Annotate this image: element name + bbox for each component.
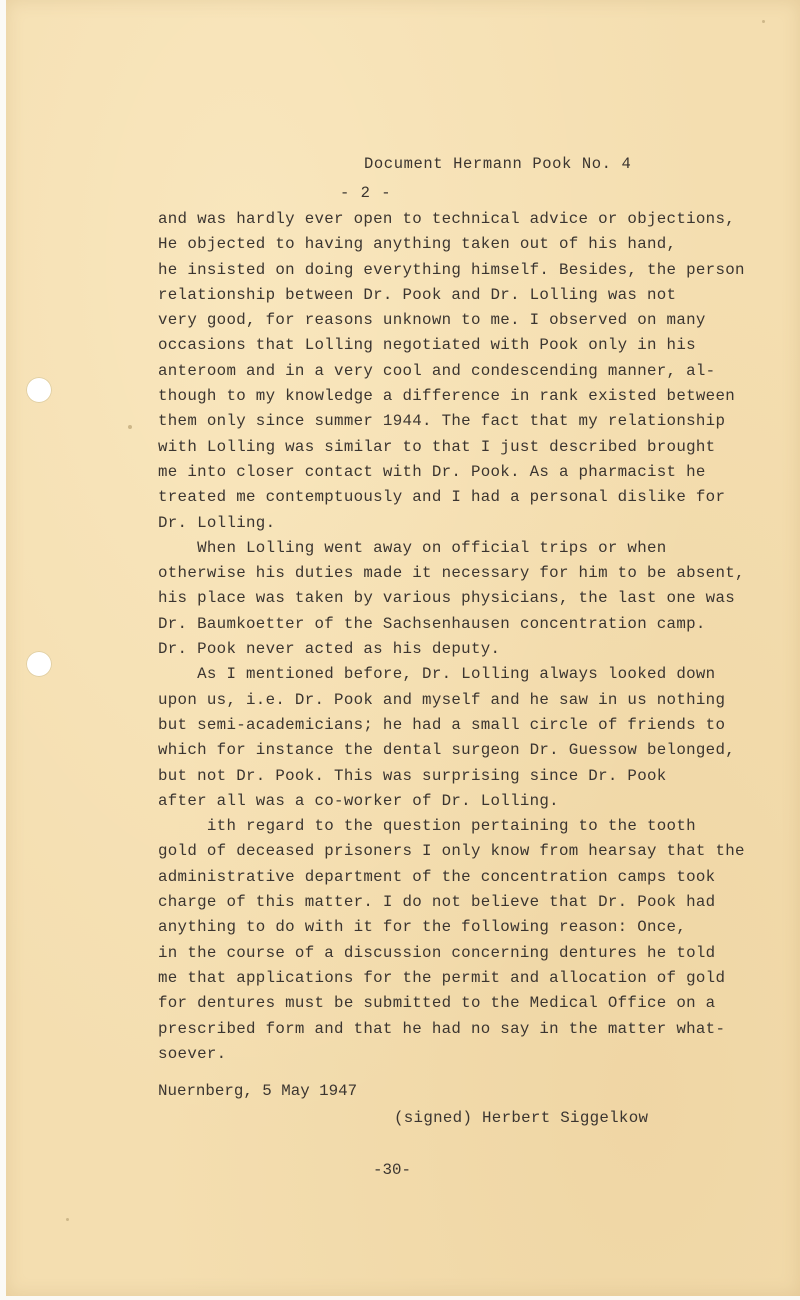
text-line: gold of deceased prisoners I only know from hearsay that the <box>158 842 745 861</box>
text-line: otherwise his duties made it necessary for him to be absent, <box>158 564 745 583</box>
text-line: administrative department of the concentration camps took <box>158 867 716 886</box>
text-line: He objected to having anything taken out of his hand, <box>158 235 677 254</box>
text-line: upon us, i.e. Dr. Pook and myself and he saw in us nothing <box>158 690 726 709</box>
text-line: Dr. Baumkoetter of the Sachsenhausen concentration camp. <box>158 614 706 633</box>
document-header: Document Hermann Pook No. 4 <box>364 155 632 173</box>
text-line: me into closer contact with Dr. Pook. As a pharmacist he <box>158 462 706 481</box>
paragraph <box>158 662 788 814</box>
text-line: but semi-academicians; he had a small circle of friends to <box>158 715 726 734</box>
text-line: in the course of a discussion concerning dentures he told <box>158 943 716 962</box>
text-line: prescribed form and that he had no say in the matter what- <box>158 1019 726 1038</box>
text-line: ith regard to the question pertaining to the tooth <box>158 817 696 836</box>
text-line: after all was a co-worker of Dr. Lolling. <box>158 791 559 810</box>
text-line: though to my knowledge a difference in rank existed between <box>158 387 736 406</box>
text-line: but not Dr. Pook. This was surprising since Dr. Pook <box>158 766 667 785</box>
text-line: relationship between Dr. Pook and Dr. Lolling was not <box>158 285 677 304</box>
text-line: them only since summer 1944. The fact that my relationship <box>158 412 726 431</box>
paper-speck <box>66 1218 69 1221</box>
place-date: Nuernberg, 5 May 1947 <box>158 1082 358 1100</box>
text-line: anything to do with it for the following reason: Once, <box>158 918 687 937</box>
text-line: charge of this matter. I do not believe that Dr. Pook had <box>158 893 716 912</box>
text-line: his place was taken by various physicians, the last one was <box>158 589 736 608</box>
punch-hole-bottom <box>26 651 52 677</box>
text-line: treated me contemptuously and I had a personal dislike for <box>158 488 726 507</box>
text-line: which for instance the dental surgeon Dr. Guessow belonged, <box>158 741 736 760</box>
text-line: he insisted on doing everything himself. Besides, the person <box>158 260 745 279</box>
paragraph <box>158 536 788 662</box>
paper-speck <box>762 20 765 23</box>
text-line: occasions that Lolling negotiated with Pook only in his <box>158 336 696 355</box>
paragraph <box>158 814 788 1067</box>
text-line: As I mentioned before, Dr. Lolling always looked down <box>158 665 716 684</box>
punch-hole-top <box>26 377 52 403</box>
text-line: soever. <box>158 1044 227 1063</box>
text-line: and was hardly ever open to technical advice or objections, <box>158 210 736 228</box>
page-marker: - 2 - <box>340 184 392 202</box>
text-line: with Lolling was similar to that I just described brought <box>158 437 716 456</box>
text-line: anteroom and in a very cool and condescending manner, al- <box>158 361 716 380</box>
text-line: Dr. Pook never acted as his deputy. <box>158 640 501 659</box>
text-line: When Lolling went away on official trips or when <box>158 538 667 557</box>
document-page <box>6 0 800 1296</box>
signature-line: (signed) Herbert Siggelkow <box>394 1109 649 1127</box>
text-line: very good, for reasons unknown to me. I observed on many <box>158 311 706 330</box>
paragraph <box>158 207 788 536</box>
document-body <box>158 207 788 1067</box>
text-line: for dentures must be submitted to the Medical Office on a <box>158 994 716 1013</box>
text-line: me that applications for the permit and allocation of gold <box>158 968 726 987</box>
scan-bottom-margin <box>0 1296 800 1300</box>
text-line: Dr. Lolling. <box>158 513 276 532</box>
footer-page-number: -30- <box>373 1161 411 1179</box>
paper-speck <box>128 425 132 429</box>
